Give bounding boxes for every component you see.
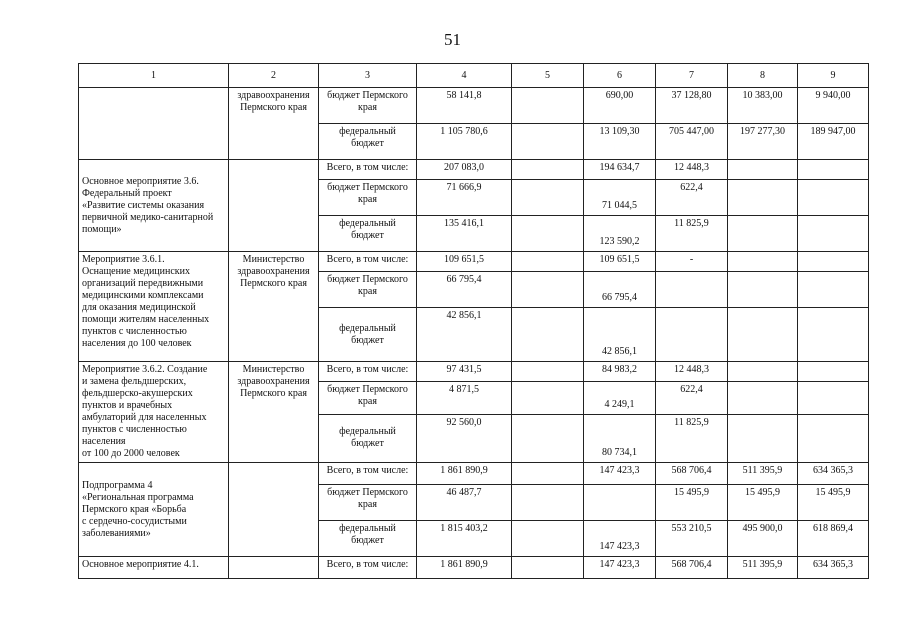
value-cell-9: [798, 272, 869, 308]
value-cell-4: 58 141,8: [417, 88, 512, 124]
value-cell-7: -: [656, 252, 728, 272]
header-col-7: 7: [656, 64, 728, 88]
value-cell-9: 618 869,4: [798, 521, 869, 557]
value-cell-6: 147 423,3: [584, 463, 656, 485]
value-cell-7: 11 825,9: [656, 216, 728, 252]
value-cell-8: [728, 252, 798, 272]
source-cell: федеральный бюджет: [319, 216, 417, 252]
header-col-4: 4: [417, 64, 512, 88]
source-cell: бюджет Пермского края: [319, 382, 417, 414]
value-cell-4: 1 861 890,9: [417, 557, 512, 579]
value-cell-7: 622,4: [656, 382, 728, 414]
value-cell-7: 568 706,4: [656, 557, 728, 579]
header-col-5: 5: [512, 64, 584, 88]
value-cell-4: 46 487,7: [417, 485, 512, 521]
activity-name-cell: Мероприятие 3.6.1. Оснащение медицинских организаций передвижными медицинскими комплексами для оказания медицинской помощи жителям населенных пунктов с численностью населения до 100 человек: [79, 252, 229, 362]
value-cell-7: 568 706,4: [656, 463, 728, 485]
header-col-8: 8: [728, 64, 798, 88]
value-cell-8: [728, 272, 798, 308]
value-cell-5: [512, 272, 584, 308]
name-cell: [79, 88, 229, 160]
value-cell-4: 135 416,1: [417, 216, 512, 252]
value-cell-4: 109 651,5: [417, 252, 512, 272]
activity-name-cell: Основное мероприятие 3.6. Федеральный проект «Развитие системы оказания первичной медико-санитарной помощи»: [79, 160, 229, 252]
value-cell-7: [656, 272, 728, 308]
value-cell-6: 71 044,5: [584, 180, 656, 216]
header-row: [79, 64, 869, 88]
value-cell-8: 495 900,0: [728, 521, 798, 557]
value-cell-6: 194 634,7: [584, 160, 656, 180]
value-cell-5: [512, 521, 584, 557]
header-col-9: 9: [798, 64, 869, 88]
value-cell-9: 189 947,00: [798, 124, 869, 160]
value-cell-6: 4 249,1: [584, 382, 656, 414]
value-cell-4: 66 795,4: [417, 272, 512, 308]
value-cell-9: [798, 252, 869, 272]
executor-cell: [229, 160, 319, 252]
program-funding-table: [78, 63, 869, 579]
value-cell-5: [512, 88, 584, 124]
header-col-3: 3: [319, 64, 417, 88]
header-col-2: 2: [229, 64, 319, 88]
value-cell-6: 147 423,3: [584, 557, 656, 579]
executor-cell: здравоохранения Пермского края: [229, 88, 319, 160]
value-cell-9: [798, 180, 869, 216]
source-cell: Всего, в том числе:: [319, 252, 417, 272]
value-cell-9: 634 365,3: [798, 557, 869, 579]
value-cell-4: 42 856,1: [417, 308, 512, 362]
value-cell-9: [798, 362, 869, 382]
value-cell-9: 9 940,00: [798, 88, 869, 124]
value-cell-9: 15 495,9: [798, 485, 869, 521]
table-row: [79, 557, 869, 579]
value-cell-7: 37 128,80: [656, 88, 728, 124]
value-cell-6: 109 651,5: [584, 252, 656, 272]
value-cell-6: 42 856,1: [584, 308, 656, 362]
value-cell-8: [728, 216, 798, 252]
value-cell-8: 511 395,9: [728, 557, 798, 579]
value-cell-4: 97 431,5: [417, 362, 512, 382]
value-cell-5: [512, 362, 584, 382]
value-cell-4: 1 105 780,6: [417, 124, 512, 160]
table-row: [79, 362, 869, 382]
source-cell: федеральный бюджет: [319, 124, 417, 160]
value-cell-4: 71 666,9: [417, 180, 512, 216]
value-cell-5: [512, 308, 584, 362]
value-cell-5: [512, 252, 584, 272]
table-row: [79, 88, 869, 124]
value-cell-5: [512, 160, 584, 180]
value-cell-8: 197 277,30: [728, 124, 798, 160]
activity-name-cell: Подпрограмма 4 «Региональная программа Пермского края «Борьба с сердечно-сосудистыми заболеваниями»: [79, 463, 229, 557]
value-cell-8: [728, 382, 798, 414]
value-cell-5: [512, 382, 584, 414]
value-cell-4: 4 871,5: [417, 382, 512, 414]
value-cell-5: [512, 414, 584, 463]
value-cell-5: [512, 557, 584, 579]
source-cell: Всего, в том числе:: [319, 160, 417, 180]
value-cell-7: 12 448,3: [656, 362, 728, 382]
header-col-1: 1: [79, 64, 229, 88]
value-cell-6: 13 109,30: [584, 124, 656, 160]
value-cell-5: [512, 485, 584, 521]
executor-cell: Министерство здравоохранения Пермского края: [229, 252, 319, 362]
value-cell-8: [728, 160, 798, 180]
value-cell-7: 553 210,5: [656, 521, 728, 557]
value-cell-7: 15 495,9: [656, 485, 728, 521]
value-cell-6: 690,00: [584, 88, 656, 124]
executor-cell: [229, 557, 319, 579]
value-cell-9: 634 365,3: [798, 463, 869, 485]
source-cell: бюджет Пермского края: [319, 180, 417, 216]
table-row: [79, 463, 869, 485]
value-cell-8: [728, 180, 798, 216]
value-cell-7: 622,4: [656, 180, 728, 216]
value-cell-9: [798, 382, 869, 414]
value-cell-8: [728, 308, 798, 362]
value-cell-4: 92 560,0: [417, 414, 512, 463]
value-cell-6: 80 734,1: [584, 414, 656, 463]
value-cell-9: [798, 308, 869, 362]
value-cell-7: 705 447,00: [656, 124, 728, 160]
value-cell-6: 147 423,3: [584, 521, 656, 557]
value-cell-8: 511 395,9: [728, 463, 798, 485]
value-cell-6: 84 983,2: [584, 362, 656, 382]
value-cell-7: 11 825,9: [656, 414, 728, 463]
value-cell-5: [512, 463, 584, 485]
executor-cell: [229, 463, 319, 557]
value-cell-4: 207 083,0: [417, 160, 512, 180]
activity-name-cell: Основное мероприятие 4.1.: [79, 557, 229, 579]
source-cell: Всего, в том числе:: [319, 557, 417, 579]
source-cell: бюджет Пермского края: [319, 88, 417, 124]
activity-name-cell: Мероприятие 3.6.2. Создание и замена фельдшерских, фельдшерско-акушерских пунктов и врачебных амбулаторий для населенных пунктов с численностью населения от 100 до 2000 человек: [79, 362, 229, 463]
value-cell-8: 15 495,9: [728, 485, 798, 521]
value-cell-4: 1 815 403,2: [417, 521, 512, 557]
source-cell: бюджет Пермского края: [319, 272, 417, 308]
value-cell-9: [798, 160, 869, 180]
table-row: [79, 252, 869, 272]
source-cell: федеральный бюджет: [319, 414, 417, 463]
value-cell-7: [656, 308, 728, 362]
value-cell-9: [798, 414, 869, 463]
page-number: 51: [444, 30, 461, 49]
source-cell: федеральный бюджет: [319, 521, 417, 557]
value-cell-9: [798, 216, 869, 252]
value-cell-7: 12 448,3: [656, 160, 728, 180]
value-cell-5: [512, 180, 584, 216]
value-cell-8: [728, 414, 798, 463]
executor-cell: Министерство здравоохранения Пермского края: [229, 362, 319, 463]
value-cell-8: 10 383,00: [728, 88, 798, 124]
source-cell: бюджет Пермского края: [319, 485, 417, 521]
value-cell-6: 123 590,2: [584, 216, 656, 252]
value-cell-5: [512, 124, 584, 160]
source-cell: Всего, в том числе:: [319, 463, 417, 485]
value-cell-5: [512, 216, 584, 252]
value-cell-4: 1 861 890,9: [417, 463, 512, 485]
value-cell-8: [728, 362, 798, 382]
value-cell-6: [584, 485, 656, 521]
table-row: [79, 160, 869, 180]
header-col-6: 6: [584, 64, 656, 88]
value-cell-6: 66 795,4: [584, 272, 656, 308]
source-cell: Всего, в том числе:: [319, 362, 417, 382]
source-cell: федеральный бюджет: [319, 308, 417, 362]
